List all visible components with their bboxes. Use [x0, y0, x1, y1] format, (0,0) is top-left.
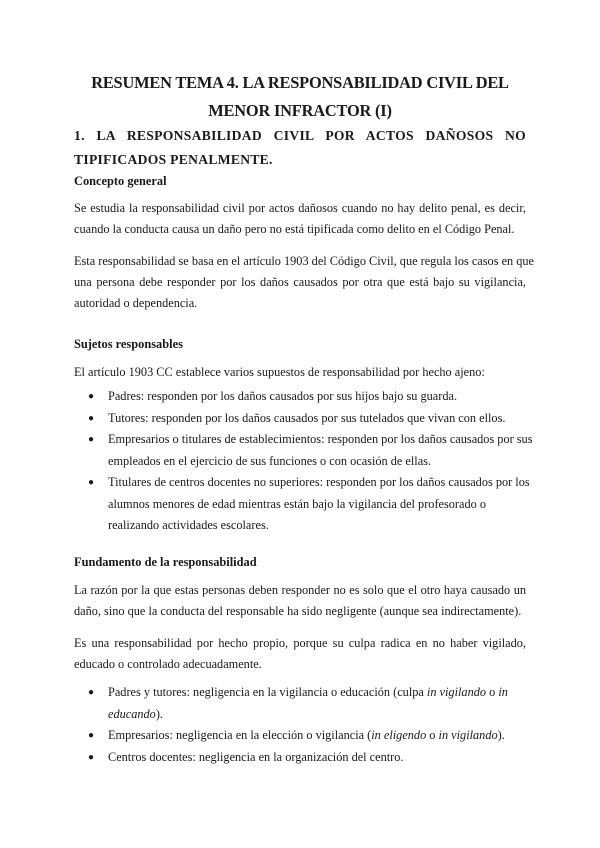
concepto-paragraph-1 — [74, 198, 526, 240]
bullet-icon: ● — [88, 391, 95, 402]
document-title-line-2: MENOR INFRACTOR (I) — [208, 101, 392, 120]
list-item: ● Padres y tutores: negligencia en la vigilancia o educación (culpa in vigilando o in educando). — [74, 682, 526, 725]
bullet-icon: ● — [88, 477, 95, 488]
bullet-icon: ● — [88, 751, 95, 763]
sujetos-list — [74, 386, 533, 537]
text-line: Se estudia la responsabilidad civil por actos dañosos cuando no hay delito penal, es decir, — [74, 201, 526, 215]
text-line: Es una responsabilidad por hecho propio, porque su culpa radica en no haber vigilado, — [74, 636, 526, 650]
section-1-heading-line-2: TIPIFICADOS PENALMENTE. — [74, 152, 273, 167]
fundamento-paragraph-2 — [74, 633, 526, 675]
list-item: ● Tutores: responden por los daños causados por sus tutelados que vivan con ellos. — [74, 408, 526, 430]
list-item: ● Empresarios o titulares de establecimientos: responden por los daños causados por sus empleados en el ejercicio de sus funciones o con ocasión de ellas. — [74, 429, 526, 472]
bullet-icon: ● — [88, 730, 95, 741]
fundamento-paragraph-1 — [74, 580, 526, 622]
text-line: educado o controlado adecuadamente. — [74, 657, 262, 671]
text-line: una persona debe responder por los daños causados por otra que está bajo su vigilancia, — [74, 275, 526, 289]
text-line: cuando la conducta causa un daño pero no está tipificada como delito en el Código Penal. — [74, 222, 515, 236]
text-line: El artículo 1903 CC establece varios supuestos de responsabilidad por hecho ajeno: — [74, 365, 485, 379]
list-item: ● Centros docentes: negligencia en la organización del centro. — [74, 747, 526, 769]
fundamento-list — [74, 682, 526, 768]
section-1-heading-line-1: 1. LA RESPONSABILIDAD CIVIL POR ACTOS DAÑOSOS NO — [74, 128, 526, 143]
concepto-paragraph-2 — [74, 251, 534, 314]
text-line: autoridad o dependencia. — [74, 296, 198, 310]
list-item: ● Empresarios: negligencia en la elección o vigilancia (in eligendo o in vigilando). — [74, 725, 526, 747]
sujetos-intro — [74, 362, 526, 383]
fundamento-heading: Fundamento de la responsabilidad — [74, 555, 257, 569]
list-item: ● Titulares de centros docentes no superiores: responden por los daños causados por los alumnos menores de edad mientras están bajo la vigilancia del profesorado o realizando actividades escolares. — [74, 472, 526, 537]
concepto-general-heading: Concepto general — [74, 174, 167, 188]
document-title-line-1: RESUMEN TEMA 4. LA RESPONSABILIDAD CIVIL DEL — [91, 73, 509, 92]
bullet-icon: ● — [88, 687, 95, 698]
sujetos-responsables-heading: Sujetos responsables — [74, 337, 183, 351]
list-item: ● Padres: responden por los daños causados por sus hijos bajo su guarda. — [74, 386, 526, 408]
text-line: Esta responsabilidad se basa en el artículo 1903 del Código Civil, que regula los casos en que — [74, 254, 534, 268]
text-line: daño, sino que la conducta del responsable ha sido negligente (aunque sea indirectamente). — [74, 604, 522, 618]
text-line: La razón por la que estas personas deben responder no es solo que el otro haya causado un — [74, 583, 526, 597]
bullet-icon: ● — [88, 412, 95, 424]
bullet-icon: ● — [88, 434, 95, 445]
